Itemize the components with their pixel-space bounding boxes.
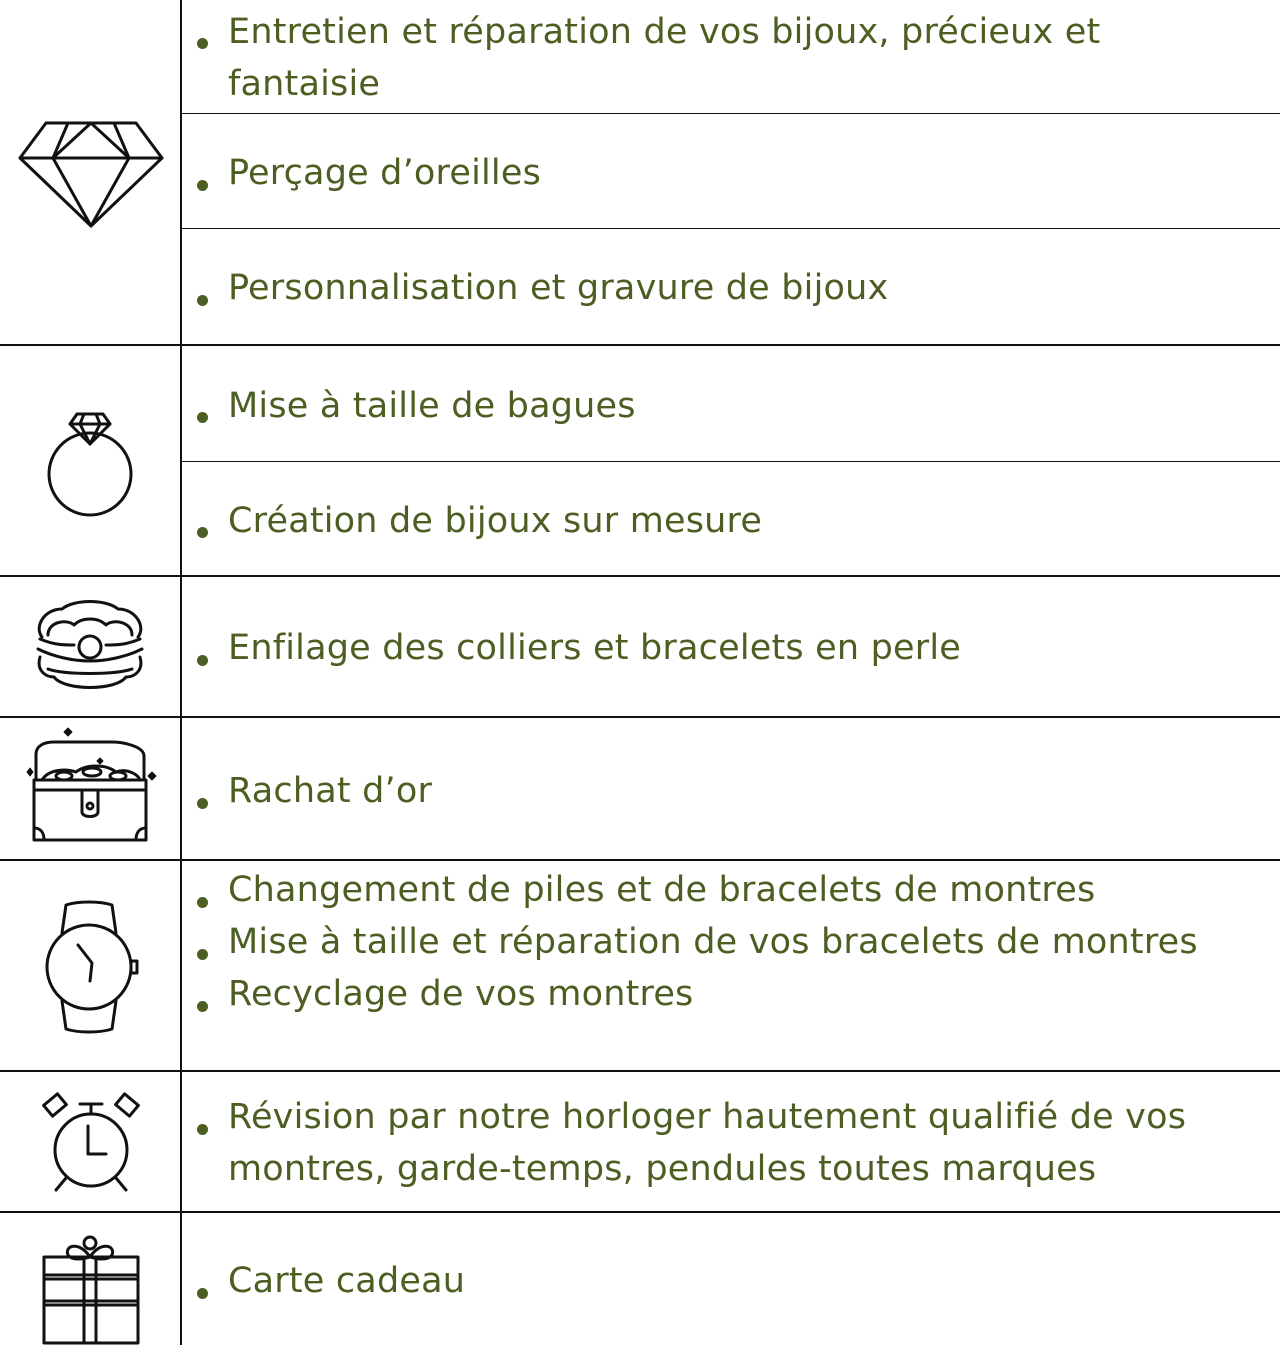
service-text: Rachat d’or	[228, 771, 433, 811]
bullet	[197, 1001, 208, 1012]
service-text: Enfilage des colliers et bracelets en perle	[228, 628, 962, 668]
service-group-clockmaking	[0, 1072, 1280, 1213]
service-text: Mise à taille et réparation de vos bracelets de montres	[228, 922, 1198, 962]
service-text: Création de bijoux sur mesure	[228, 501, 763, 541]
bullet	[197, 655, 208, 666]
bullet	[197, 180, 208, 191]
diamond-ring-icon	[44, 408, 136, 518]
wristwatch-icon	[42, 899, 140, 1035]
icon-cell	[0, 718, 182, 859]
service-group-watches	[0, 861, 1280, 1072]
treasure-chest-icon	[20, 722, 162, 846]
icon-cell	[0, 0, 182, 344]
icon-cell	[0, 861, 182, 1070]
service-group-rings	[0, 346, 1280, 577]
icon-cell	[0, 577, 182, 716]
icon-cell	[0, 1072, 182, 1211]
service-text: Recyclage de vos montres	[228, 974, 694, 1014]
bullet	[197, 949, 208, 960]
service-text: Entretien et réparation de vos bijoux, précieux et	[228, 12, 1101, 52]
service-text: Révision par notre horloger hautement qualifié de vos	[228, 1097, 1187, 1137]
service-group-pearls	[0, 577, 1280, 718]
service-text: Carte cadeau	[228, 1261, 466, 1301]
bullet	[197, 295, 208, 306]
service-group-gold	[0, 718, 1280, 861]
service-text: fantaisie	[228, 64, 381, 104]
diamond-icon	[18, 118, 164, 230]
service-text: Perçage d’oreilles	[228, 153, 542, 193]
service-text: Mise à taille de bagues	[228, 386, 636, 426]
gift-box-icon	[40, 1227, 142, 1345]
pearl-oyster-icon	[34, 597, 146, 697]
service-text: Personnalisation et gravure de bijoux	[228, 268, 889, 308]
bullet	[197, 412, 208, 423]
bullet	[197, 527, 208, 538]
bullet	[197, 38, 208, 49]
service-text: Changement de piles et de bracelets de montres	[228, 870, 1096, 910]
bullet	[197, 897, 208, 908]
alarm-clock-icon	[38, 1090, 144, 1198]
service-group-jewelry	[0, 0, 1280, 346]
bullet	[197, 1288, 208, 1299]
icon-cell	[0, 346, 182, 575]
bullet	[197, 798, 208, 809]
service-text: montres, garde-temps, pendules toutes marques	[228, 1149, 1097, 1189]
service-group-gift	[0, 1213, 1280, 1345]
icon-cell	[0, 1213, 182, 1345]
bullet	[197, 1124, 208, 1135]
